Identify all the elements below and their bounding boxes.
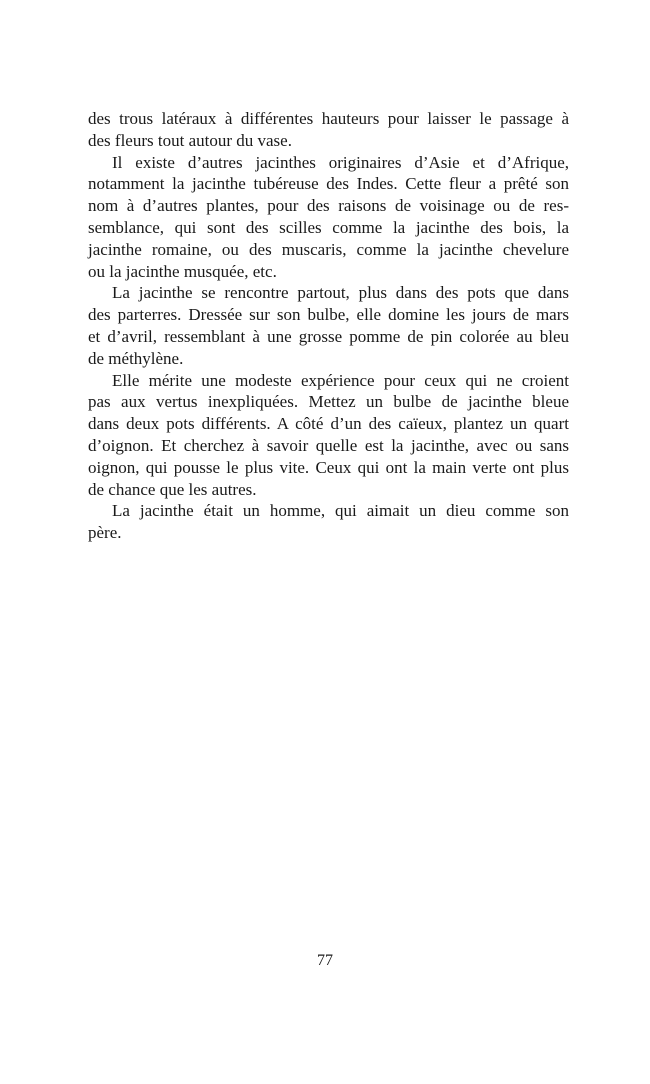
text-line: oignon, qui pousse le plus vite. Ceux qui ont la main verte ont plus — [88, 457, 569, 477]
text-line: La jacinthe se rencontre partout, plus dans des pots que dans — [112, 283, 569, 303]
text-line: jacinthe romaine, ou des muscaris, comme la jacinthe chevelure — [88, 239, 569, 259]
text-line: Elle mérite une modeste expérience pour ceux qui ne croient — [112, 370, 569, 390]
text-line: de méthylène. — [88, 348, 184, 368]
text-line: des fleurs tout autour du vase. — [88, 130, 292, 150]
text-line: pas aux vertus inexpliquées. Mettez un bulbe de jacinthe bleue — [88, 392, 569, 412]
text-line: et d’avril, ressemblant à une grosse pomme de pin colorée au bleu — [88, 326, 569, 346]
text-line: La jacinthe était un homme, qui aimait un dieu comme son — [112, 501, 569, 521]
body-text — [88, 108, 569, 544]
page-number: 77 — [317, 952, 333, 969]
text-line: notamment la jacinthe tubéreuse des Indes. Cette fleur a prêté son — [88, 174, 569, 194]
text-line: des parterres. Dressée sur son bulbe, elle domine les jours de mars — [88, 305, 569, 325]
text-line: ou la jacinthe musquée, etc. — [88, 261, 277, 281]
text-line: de chance que les autres. — [88, 479, 257, 499]
text-line: père. — [88, 523, 122, 543]
text-line: d’oignon. Et cherchez à savoir quelle est la jacinthe, avec ou sans — [88, 435, 569, 455]
text-line: Il existe d’autres jacinthes originaires d’Asie et d’Afrique, — [112, 152, 569, 172]
text-line: semblance, qui sont des scilles comme la jacinthe des bois, la — [88, 217, 569, 237]
text-line: dans deux pots différents. A côté d’un des caïeux, plantez un quart — [88, 414, 569, 434]
text-line: des trous latéraux à différentes hauteurs pour laisser le passage à — [88, 109, 569, 128]
text-line: nom à d’autres plantes, pour des raisons de voisinage ou de res- — [88, 196, 569, 216]
